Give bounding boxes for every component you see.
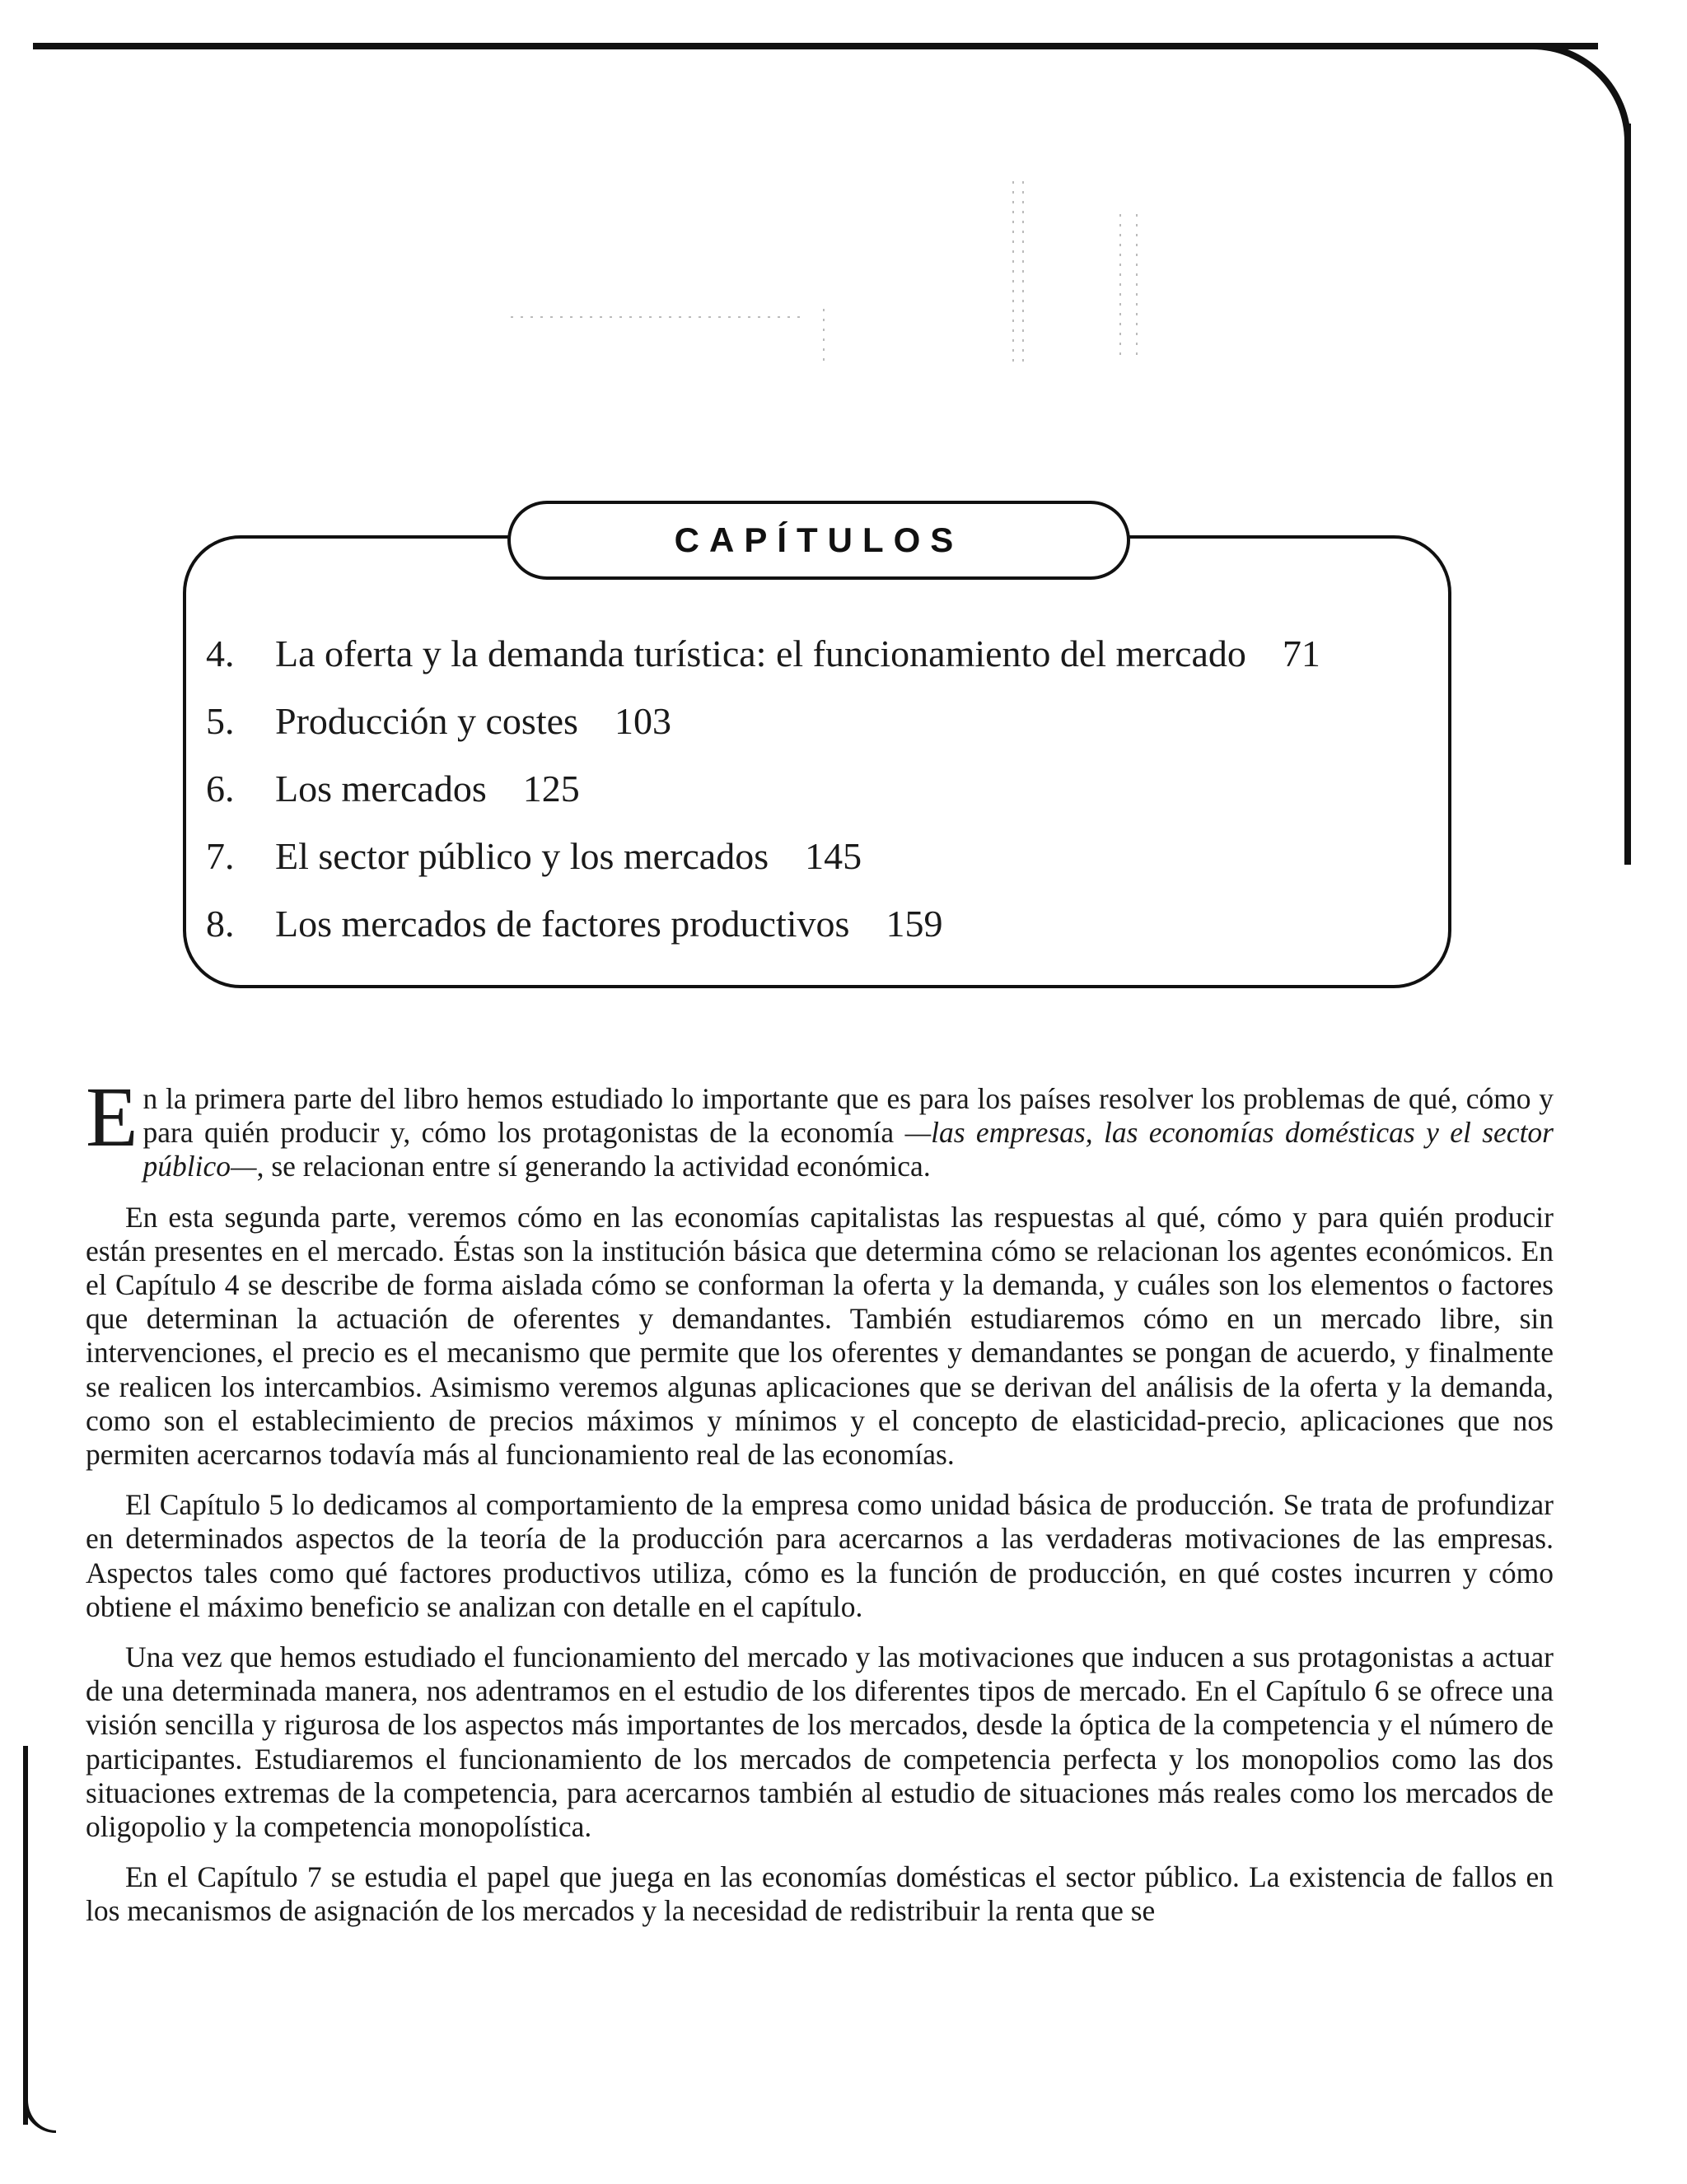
- chapter-item: [206, 754, 1442, 822]
- chapter-title: El sector público y los mercados: [275, 834, 769, 877]
- paragraph: Una vez que hemos estudiado el funcionamiento del mercado y las motivaciones que inducen a sus protagonistas a actuar de una determinada manera, nos adentramos en el estudio de los diferentes tipos de mercado. En el Capítulo 6 se ofrece una visión sencilla y rigurosa de los aspectos más importantes de los mercados, desde la óptica de la competencia y el número de participantes. Estudiaremos el funcionamiento de los mercados de competencia perfecta y los monopolios como las dos situaciones extremas de la competencia, para acercarnos también al estudio de situaciones más reales como los mercados de oligopolio y la competencia monopolística.: [86, 1640, 1554, 1844]
- page-frame-left-line: [23, 1746, 28, 2125]
- chapter-item: [206, 822, 1442, 889]
- chapter-title: Los mercados de factores productivos: [275, 902, 850, 945]
- chapter-item: [206, 889, 1442, 957]
- paragraph-italic-text: —las empresas, las economías domésticas y el sector público—: [143, 1116, 1554, 1183]
- paragraph: El Capítulo 5 lo dedicamos al comportamiento de la empresa como unidad básica de producción. Se trata de profundizar en determinados aspectos de la teoría de la producción para acercarnos a las verdaderas motivaciones de las empresas. Aspectos tales como qué factores productivos utiliza, cómo es la función de producción, en qué costes incurren y cómo obtiene el máximo beneficio se analizan con detalle en el capítulo.: [86, 1488, 1554, 1623]
- faded-part-number-mark: [494, 165, 1153, 379]
- chapter-title: Producción y costes: [275, 699, 578, 742]
- chapter-title: Los mercados: [275, 767, 487, 810]
- chapter-number: 4.: [206, 632, 235, 674]
- chapter-title: La oferta y la demanda turística: el funcionamiento del mercado: [275, 632, 1246, 674]
- page-frame-top-line: [33, 43, 1598, 49]
- page-frame-corner: [1499, 43, 1631, 175]
- paragraph: En esta segunda parte, veremos cómo en las economías capitalistas las respuestas al qué, cómo y para quién producir están presentes en el mercado. Éstas son la institución básica que determina cómo se relacionan los agentes económicos. En el Capítulo 4 se describe de forma aislada cómo se conforman la oferta y la demanda, y cuáles son los elementos o factores que determinan la actuación de oferentes y demandantes. También estudiaremos cómo en un mercado libre, sin intervenciones, el precio es el mecanismo que permite que los oferentes y demandantes se pongan de acuerdo, y finalmente se realicen los intercambios. Asimismo veremos algunas aplicaciones que se derivan del análisis de la oferta y la demanda, como son el establecimiento de precios máximos y mínimos y el concepto de elasticidad-precio, aplicaciones que nos permiten acercarnos todavía más al funcionamiento real de las economías.: [86, 1200, 1554, 1472]
- paragraph-text: n la primera parte del libro hemos estudiado lo importante que es para los países resolver los problemas de qué, cómo y para quién producir y, cómo los protagonistas de la economía: [143, 1082, 1554, 1150]
- chapters-heading-text: CAPÍTULOS: [674, 520, 964, 559]
- chapter-number: 5.: [206, 699, 235, 742]
- paragraph-text: , se relacionan entre sí generando la actividad económica.: [256, 1150, 931, 1183]
- drop-cap: E: [86, 1070, 138, 1164]
- paragraph: [86, 1070, 1554, 1184]
- chapter-page-number: 125: [522, 767, 580, 810]
- chapter-item: [206, 687, 1442, 754]
- chapter-page-number: 159: [886, 902, 943, 945]
- chapter-number: 6.: [206, 767, 235, 810]
- body-text: [86, 1070, 1554, 1945]
- page-frame-right-line: [1624, 124, 1631, 865]
- chapters-heading: [507, 501, 1130, 580]
- chapter-list: [206, 619, 1442, 957]
- paragraph: En el Capítulo 7 se estudia el papel que juega en las economías domésticas el sector público. La existencia de fallos en los mecanismos de asignación de los mercados y la necesidad de redistribuir la renta que se: [86, 1860, 1554, 1928]
- chapter-page-number: 71: [1282, 632, 1320, 674]
- chapter-item: [206, 619, 1442, 687]
- page-frame-left-corner: [23, 2075, 56, 2133]
- chapter-number: 7.: [206, 834, 235, 877]
- chapter-number: 8.: [206, 902, 235, 945]
- chapter-page-number: 103: [614, 699, 671, 742]
- chapter-page-number: 145: [805, 834, 862, 877]
